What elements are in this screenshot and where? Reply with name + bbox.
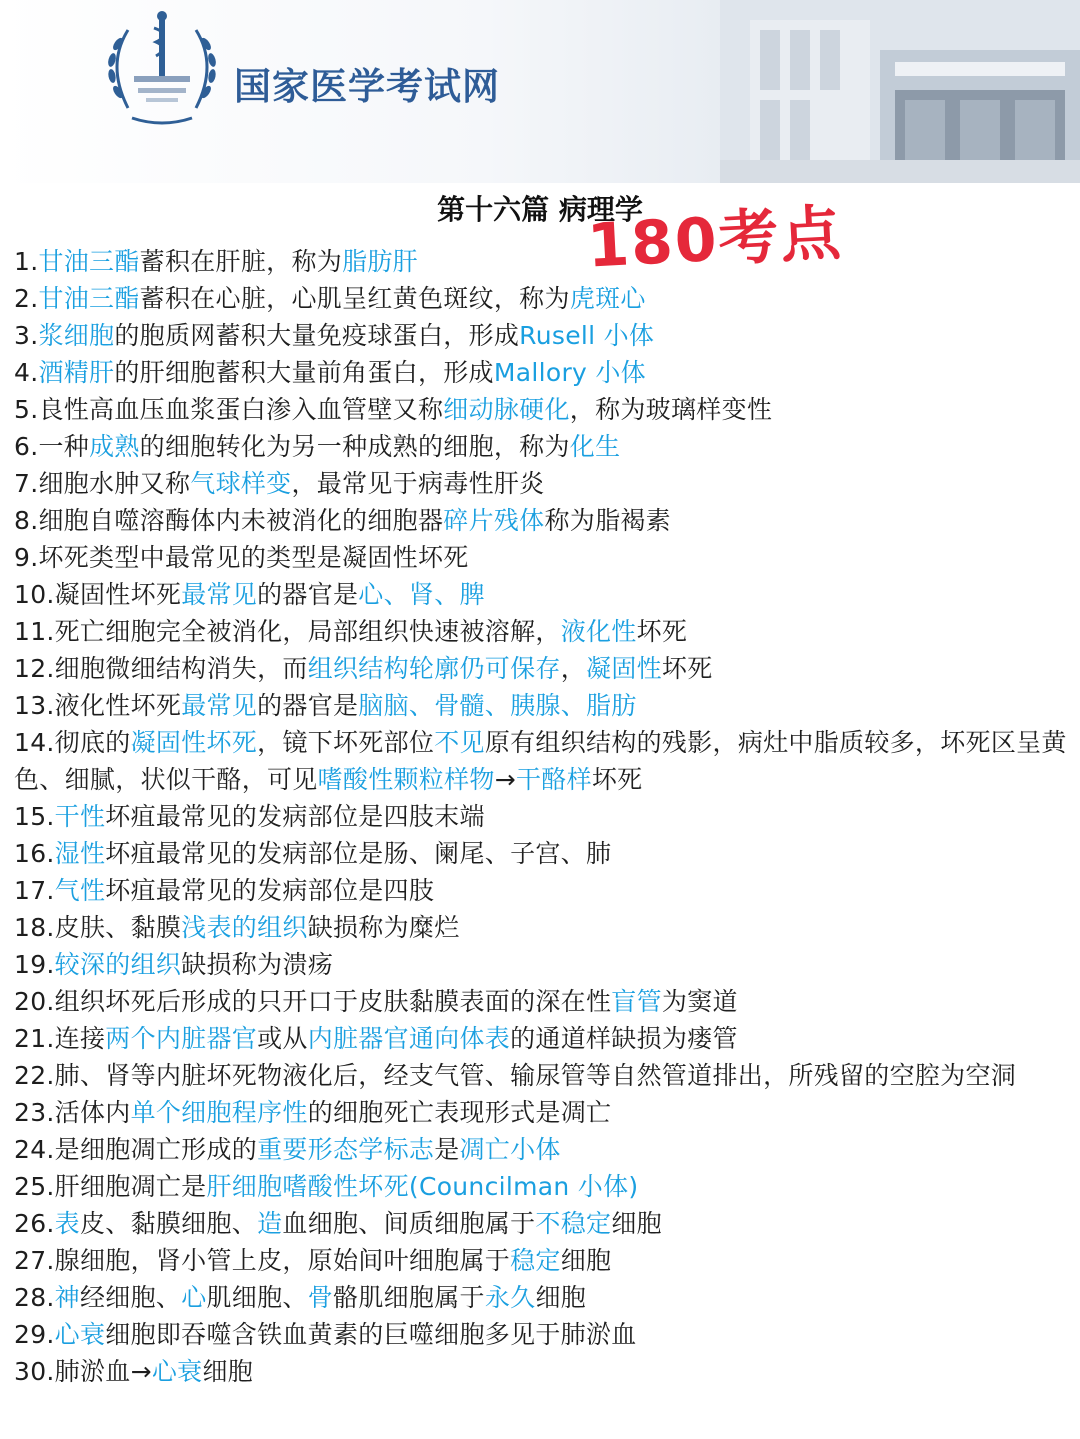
highlighted-text: 浆细胞 [38,321,115,350]
item-text: 坏死 [636,617,688,646]
list-item [14,354,1070,391]
item-text: 腺细胞，肾小管上皮，原始间叶细胞属于 [54,1246,511,1275]
item-text: 凝固性坏死 [54,580,182,609]
item-number: 13. [14,691,55,720]
list-item [14,465,1070,502]
item-text: 的细胞转化为另一种成熟的细胞，称为 [139,432,570,461]
building-photo [720,0,1080,183]
highlighted-text: 不见 [434,728,485,757]
item-number: 3. [14,321,39,350]
item-text: 活体内 [54,1098,131,1127]
item-number: 23. [14,1098,55,1127]
list-item [14,1279,1070,1316]
item-number: 22. [14,1061,55,1090]
highlighted-text: 稳定 [510,1246,561,1275]
item-text: ，称为玻璃样变性 [569,395,773,424]
item-text: 组织坏死后形成的只开口于皮肤黏膜表面的深在性 [54,987,612,1016]
highlighted-text: 组织结构轮廓仍可保存 [307,654,561,683]
item-text: ， [560,654,587,683]
item-text: 肺、肾等内脏坏死物液化后，经支气管、输尿管等自然管道排出，所残留的空腔为空洞 [54,1061,1017,1090]
item-number: 2. [14,284,39,313]
item-text: 的器官是 [257,691,359,720]
item-text: 原有组织结构的残影，病灶中脂质较多，坏死区呈黄色、细腻，状似干酪，可见 [14,728,1067,794]
list-item [14,1205,1070,1242]
highlighted-text: 肝细胞嗜酸性坏死(Councilman 小体) [206,1172,639,1201]
item-text: 经细胞、 [79,1283,182,1312]
page-title: 第十六篇 病理学 [437,193,643,226]
item-number: 9. [14,543,39,572]
list-item [14,687,1070,724]
item-text: 的细胞死亡表现形式是凋亡 [307,1098,612,1127]
item-text: 坏死 [661,654,713,683]
header-banner [0,0,1080,183]
item-text: 缺损称为糜烂 [307,913,460,942]
item-text: 坏疽最常见的发病部位是四肢末端 [105,802,485,831]
item-text: 细胞 [611,1209,662,1238]
item-number: 20. [14,987,55,1016]
item-number: 1. [14,247,39,276]
highlighted-text: 浅表的组织 [181,913,308,942]
list-item [14,317,1070,354]
highlighted-text: 凝固性 [586,654,662,683]
item-text: ，镜下坏死部位 [257,728,435,757]
list-item [14,650,1070,687]
item-text: 液化性坏死 [54,691,182,720]
list-item [14,1353,1070,1390]
highlighted-text: 脑脑、骨髓、胰腺、脂肪 [358,691,637,720]
highlighted-text: 气性 [54,876,106,905]
highlighted-text: 干性 [54,802,106,831]
item-number: 28. [14,1283,55,1312]
highlighted-text: 酒精肝 [38,358,115,387]
highlighted-text: 心衰 [54,1320,106,1349]
highlighted-text: 液化性 [560,617,637,646]
highlighted-text: 重要形态学标志 [257,1135,435,1164]
item-text: 连接 [54,1024,106,1053]
item-text: 一种 [38,432,90,461]
highlighted-text: 心、肾、脾 [358,580,485,609]
item-text: 坏疽最常见的发病部位是肠、阑尾、子宫、肺 [105,839,612,868]
item-number: 29. [14,1320,55,1349]
item-number: 14. [14,728,55,757]
list-item [14,798,1070,835]
item-number: 4. [14,358,39,387]
handwritten-note: 180考点 [585,198,845,282]
highlighted-text: 碎片残体 [443,506,545,535]
highlighted-text: 单个细胞程序性 [130,1098,308,1127]
highlighted-text: 凝固性坏死 [130,728,258,757]
item-text: 细胞自噬溶酶体内未被消化的细胞器 [38,506,444,535]
item-text: 良性高血压血浆蛋白渗入血管壁又称 [38,395,444,424]
item-text: 细胞 [202,1357,254,1386]
item-text: 是细胞凋亡形成的 [54,1135,258,1164]
list-item [14,243,1070,280]
list-item [14,872,1070,909]
item-number: 18. [14,913,55,942]
highlighted-text: 甘油三酯 [38,284,140,313]
item-text: 蓄积在心脏，心肌呈红黄色斑纹，称为 [139,284,570,313]
list-item [14,1131,1070,1168]
highlighted-text: 心 [181,1283,207,1312]
highlighted-text: 虎斑心 [569,284,646,313]
item-number: 12. [14,654,55,683]
list-item [14,983,1070,1020]
highlighted-text: 两个内脏器官 [105,1024,258,1053]
item-text: 蓄积在肝脏，称为 [139,247,343,276]
item-number: 27. [14,1246,55,1275]
list-item [14,576,1070,613]
highlighted-text: Mallory 小体 [493,358,646,387]
highlighted-text: Rusell 小体 [519,321,655,350]
item-number: 25. [14,1172,55,1201]
highlighted-text: 成熟 [89,432,140,461]
highlighted-text: 湿性 [54,839,106,868]
item-text: 坏疽最常见的发病部位是四肢 [105,876,435,905]
item-text: 细胞水肿又称 [38,469,191,498]
list-item [14,946,1070,983]
list-item [14,1094,1070,1131]
highlighted-text: 内脏器官通向体表 [307,1024,511,1053]
item-number: 19. [14,950,55,979]
item-text: 的通道样缺损为瘘管 [510,1024,738,1053]
item-text: 的胞质网蓄积大量免疫球蛋白，形成 [114,321,520,350]
list-item [14,539,1070,576]
list-item [14,909,1070,946]
list-item [14,613,1070,650]
highlighted-text: 甘油三酯 [38,247,140,276]
item-text: 是 [434,1135,460,1164]
item-text: 的器官是 [257,580,359,609]
item-number: 10. [14,580,55,609]
highlighted-text: 凋亡小体 [459,1135,561,1164]
list-item [14,1242,1070,1279]
item-number: 15. [14,802,55,831]
item-number: 24. [14,1135,55,1164]
highlighted-text: 气球样变 [190,469,292,498]
list-item [14,724,1070,798]
highlighted-text: 细动脉硬化 [443,395,570,424]
item-number: 30. [14,1357,55,1386]
item-text: 细胞 [560,1246,612,1275]
item-text: → [494,765,516,794]
highlighted-text: 脂肪肝 [342,247,418,276]
item-number: 21. [14,1024,55,1053]
item-number: 26. [14,1209,55,1238]
highlighted-text: 较深的组织 [54,950,182,979]
item-text: 肌细胞、 [206,1283,308,1312]
list-item [14,1168,1070,1205]
highlighted-text: 化生 [569,432,621,461]
highlighted-text: 盲管 [611,987,662,1016]
list-item [14,835,1070,872]
item-text: 缺损称为溃疡 [181,950,333,979]
item-text: 皮、黏膜细胞、 [79,1209,258,1238]
highlighted-text: 嗜酸性颗粒样物 [317,765,495,794]
item-text: 坏死 [591,765,643,794]
list-item [14,1057,1070,1094]
item-text: 坏死类型中最常见的类型是凝固性坏死 [38,543,469,572]
list-item [14,502,1070,539]
list-item [14,1020,1070,1057]
item-number: 17. [14,876,55,905]
item-number: 5. [14,395,39,424]
site-name: 国家医学考试网 [234,64,500,108]
item-text: 皮肤、黏膜 [54,913,182,942]
item-text: 为窦道 [661,987,738,1016]
list-item [14,428,1070,465]
highlighted-text: 干酪样 [515,765,592,794]
highlighted-text: 最常见 [181,580,258,609]
highlighted-text: 骨 [307,1283,334,1312]
item-text: 彻底的 [54,728,131,757]
item-text: 称为脂褐素 [544,506,671,535]
medical-emblem-icon [98,10,226,128]
highlighted-text: 不稳定 [535,1209,612,1238]
knowledge-point-list [14,243,1070,1390]
item-text: ，最常见于病毒性肝炎 [291,469,545,498]
highlighted-text: 永久 [484,1283,536,1312]
list-item [14,1316,1070,1353]
highlighted-text: 神 [54,1283,80,1312]
list-item [14,391,1070,428]
item-text: 肺淤血→ [54,1357,152,1386]
item-text: 肝细胞凋亡是 [54,1172,207,1201]
item-text: 细胞即吞噬含铁血黄素的巨噬细胞多见于肺淤血 [105,1320,637,1349]
item-number: 7. [14,469,39,498]
item-text: 细胞 [535,1283,587,1312]
item-text: 骼肌细胞属于 [333,1283,485,1312]
item-text: 或从 [257,1024,308,1053]
item-text: 血细胞、间质细胞属于 [282,1209,536,1238]
item-number: 16. [14,839,55,868]
list-item [14,280,1070,317]
item-number: 6. [14,432,39,461]
item-number: 11. [14,617,55,646]
item-text: 死亡细胞完全被消化，局部组织快速被溶解， [54,617,561,646]
item-text: 的肝细胞蓄积大量前角蛋白，形成 [114,358,494,387]
item-text: 细胞微细结构消失，而 [54,654,308,683]
highlighted-text: 心衰 [151,1357,203,1386]
highlighted-text: 造 [257,1209,283,1238]
highlighted-text: 最常见 [181,691,258,720]
item-number: 8. [14,506,39,535]
highlighted-text: 表 [54,1209,80,1238]
